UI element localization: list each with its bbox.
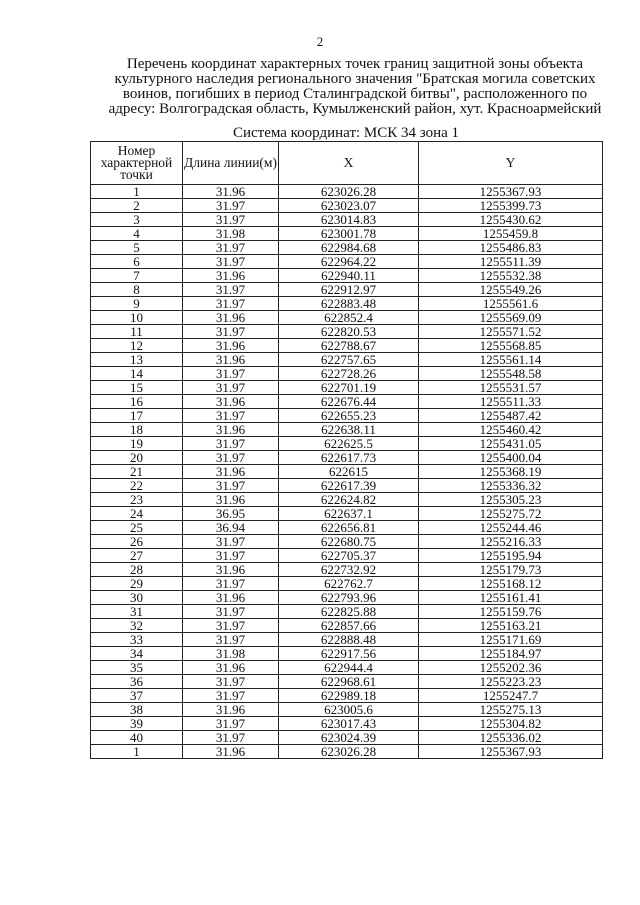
cell-line-length: 31.97: [183, 283, 279, 297]
table-row: [91, 227, 603, 241]
cell-point-number: 6: [91, 255, 183, 269]
cell-line-length: 31.97: [183, 689, 279, 703]
cell-x: 622940.11: [279, 269, 419, 283]
cell-line-length: 31.96: [183, 591, 279, 605]
cell-point-number: 4: [91, 227, 183, 241]
cell-y: 1255202.36: [419, 661, 603, 675]
cell-line-length: 31.96: [183, 661, 279, 675]
cell-x: 622944.4: [279, 661, 419, 675]
cell-point-number: 1: [91, 185, 183, 199]
cell-point-number: 15: [91, 381, 183, 395]
cell-line-length: 31.97: [183, 199, 279, 213]
cell-y: 1255561.6: [419, 297, 603, 311]
cell-x: 622964.22: [279, 255, 419, 269]
cell-y: 1255184.97: [419, 647, 603, 661]
table-row: [91, 619, 603, 633]
cell-x: 622617.39: [279, 479, 419, 493]
cell-x: 623014.83: [279, 213, 419, 227]
cell-x: 622888.48: [279, 633, 419, 647]
cell-point-number: 20: [91, 451, 183, 465]
cell-point-number: 33: [91, 633, 183, 647]
cell-x: 623023.07: [279, 199, 419, 213]
table-row: [91, 325, 603, 339]
cell-line-length: 31.97: [183, 577, 279, 591]
cell-line-length: 31.97: [183, 535, 279, 549]
cell-point-number: 34: [91, 647, 183, 661]
cell-point-number: 1: [91, 745, 183, 759]
table-row: [91, 717, 603, 731]
table-row: [91, 535, 603, 549]
header-x: X: [279, 142, 419, 185]
table-row: [91, 381, 603, 395]
table-row: [91, 297, 603, 311]
title-line: Перечень координат характерных точек границ защитной зоны объекта: [126, 56, 584, 72]
cell-line-length: 31.97: [183, 437, 279, 451]
cell-line-length: 31.96: [183, 311, 279, 325]
cell-y: 1255561.14: [419, 353, 603, 367]
cell-x: 622615: [279, 465, 419, 479]
cell-line-length: 31.97: [183, 605, 279, 619]
cell-line-length: 31.97: [183, 381, 279, 395]
cell-point-number: 35: [91, 661, 183, 675]
cell-x: 622757.65: [279, 353, 419, 367]
cell-line-length: 31.96: [183, 269, 279, 283]
table-row: [91, 311, 603, 325]
table-row: [91, 633, 603, 647]
cell-line-length: 31.96: [183, 423, 279, 437]
cell-line-length: 31.96: [183, 185, 279, 199]
cell-line-length: 31.96: [183, 395, 279, 409]
cell-y: 1255275.13: [419, 703, 603, 717]
table-row: [91, 507, 603, 521]
cell-x: 622638.11: [279, 423, 419, 437]
cell-point-number: 39: [91, 717, 183, 731]
cell-x: 622701.19: [279, 381, 419, 395]
table-row: [91, 409, 603, 423]
page-number: 2: [316, 34, 324, 49]
cell-line-length: 31.97: [183, 731, 279, 745]
cell-y: 1255275.72: [419, 507, 603, 521]
cell-y: 1255568.85: [419, 339, 603, 353]
table-row: [91, 577, 603, 591]
cell-y: 1255548.58: [419, 367, 603, 381]
table-body: [91, 185, 603, 759]
cell-point-number: 22: [91, 479, 183, 493]
cell-line-length: 31.97: [183, 255, 279, 269]
cell-point-number: 13: [91, 353, 183, 367]
cell-point-number: 8: [91, 283, 183, 297]
table-row: [91, 185, 603, 199]
cell-y: 1255569.09: [419, 311, 603, 325]
header-y: Y: [419, 142, 603, 185]
table-row: [91, 437, 603, 451]
cell-point-number: 25: [91, 521, 183, 535]
cell-point-number: 18: [91, 423, 183, 437]
cell-point-number: 9: [91, 297, 183, 311]
cell-x: 622732.92: [279, 563, 419, 577]
cell-x: 622676.44: [279, 395, 419, 409]
cell-point-number: 14: [91, 367, 183, 381]
cell-line-length: 31.96: [183, 465, 279, 479]
cell-y: 1255367.93: [419, 745, 603, 759]
table-row: [91, 661, 603, 675]
cell-x: 622656.81: [279, 521, 419, 535]
cell-x: 622728.26: [279, 367, 419, 381]
cell-x: 622624.82: [279, 493, 419, 507]
table-row: [91, 689, 603, 703]
document-title: [95, 57, 615, 117]
cell-y: 1255179.73: [419, 563, 603, 577]
cell-x: 622617.73: [279, 451, 419, 465]
cell-y: 1255336.32: [419, 479, 603, 493]
cell-y: 1255305.23: [419, 493, 603, 507]
table-row: [91, 339, 603, 353]
header-point-number: Номер характерной точки: [91, 142, 183, 185]
table-row: [91, 675, 603, 689]
cell-x: 622793.96: [279, 591, 419, 605]
cell-y: 1255399.73: [419, 199, 603, 213]
cell-point-number: 3: [91, 213, 183, 227]
cell-y: 1255549.26: [419, 283, 603, 297]
cell-point-number: 23: [91, 493, 183, 507]
cell-point-number: 19: [91, 437, 183, 451]
cell-line-length: 31.96: [183, 563, 279, 577]
cell-x: 622912.97: [279, 283, 419, 297]
cell-x: 622984.68: [279, 241, 419, 255]
cell-line-length: 36.94: [183, 521, 279, 535]
table-row: [91, 241, 603, 255]
cell-x: 622762.7: [279, 577, 419, 591]
cell-y: 1255459.8: [419, 227, 603, 241]
cell-line-length: 31.97: [183, 633, 279, 647]
cell-point-number: 10: [91, 311, 183, 325]
cell-x: 622788.67: [279, 339, 419, 353]
cell-point-number: 30: [91, 591, 183, 605]
title-line: воинов, погибших в период Сталинградской битвы", расположенного по: [122, 86, 588, 102]
cell-y: 1255430.62: [419, 213, 603, 227]
header-line-length: Длина линии(м): [183, 142, 279, 185]
cell-x: 622680.75: [279, 535, 419, 549]
cell-point-number: 7: [91, 269, 183, 283]
table-header-row: [91, 142, 603, 185]
cell-y: 1255511.33: [419, 395, 603, 409]
cell-x: 622883.48: [279, 297, 419, 311]
title-line: культурного наследия регионального значения "Братская могила советских: [114, 71, 596, 87]
cell-y: 1255431.05: [419, 437, 603, 451]
table-row: [91, 465, 603, 479]
cell-point-number: 26: [91, 535, 183, 549]
cell-y: 1255304.82: [419, 717, 603, 731]
cell-x: 623005.6: [279, 703, 419, 717]
cell-x: 623026.28: [279, 185, 419, 199]
cell-y: 1255168.12: [419, 577, 603, 591]
cell-line-length: 31.96: [183, 745, 279, 759]
cell-x: 623001.78: [279, 227, 419, 241]
cell-y: 1255460.42: [419, 423, 603, 437]
cell-line-length: 36.95: [183, 507, 279, 521]
cell-y: 1255171.69: [419, 633, 603, 647]
cell-x: 623017.43: [279, 717, 419, 731]
table-row: [91, 269, 603, 283]
table-row: [91, 605, 603, 619]
cell-y: 1255161.41: [419, 591, 603, 605]
table-row: [91, 367, 603, 381]
cell-y: 1255571.52: [419, 325, 603, 339]
cell-line-length: 31.97: [183, 619, 279, 633]
cell-line-length: 31.96: [183, 339, 279, 353]
table-row: [91, 521, 603, 535]
cell-y: 1255163.21: [419, 619, 603, 633]
cell-y: 1255368.19: [419, 465, 603, 479]
cell-y: 1255367.93: [419, 185, 603, 199]
table-row: [91, 745, 603, 759]
cell-point-number: 28: [91, 563, 183, 577]
table-row: [91, 451, 603, 465]
cell-point-number: 37: [91, 689, 183, 703]
cell-y: 1255216.33: [419, 535, 603, 549]
cell-line-length: 31.97: [183, 367, 279, 381]
cell-x: 622825.88: [279, 605, 419, 619]
cell-x: 622655.23: [279, 409, 419, 423]
table-row: [91, 549, 603, 563]
cell-x: 622625.5: [279, 437, 419, 451]
coordinates-table: [90, 141, 603, 759]
cell-line-length: 31.97: [183, 241, 279, 255]
cell-y: 1255486.83: [419, 241, 603, 255]
table-row: [91, 255, 603, 269]
cell-y: 1255159.76: [419, 605, 603, 619]
cell-point-number: 36: [91, 675, 183, 689]
cell-line-length: 31.97: [183, 213, 279, 227]
cell-point-number: 16: [91, 395, 183, 409]
cell-line-length: 31.96: [183, 493, 279, 507]
cell-y: 1255336.02: [419, 731, 603, 745]
title-line: адресу: Волгоградская область, Кумылженский район, хут. Красноармейский: [108, 101, 602, 117]
cell-point-number: 5: [91, 241, 183, 255]
cell-point-number: 29: [91, 577, 183, 591]
cell-y: 1255400.04: [419, 451, 603, 465]
cell-line-length: 31.97: [183, 409, 279, 423]
table-row: [91, 199, 603, 213]
table-row: [91, 395, 603, 409]
cell-y: 1255511.39: [419, 255, 603, 269]
cell-point-number: 32: [91, 619, 183, 633]
table-row: [91, 591, 603, 605]
table-row: [91, 213, 603, 227]
table-row: [91, 423, 603, 437]
table-row: [91, 647, 603, 661]
cell-line-length: 31.96: [183, 353, 279, 367]
cell-line-length: 31.97: [183, 479, 279, 493]
cell-x: 622820.53: [279, 325, 419, 339]
cell-point-number: 21: [91, 465, 183, 479]
table-row: [91, 563, 603, 577]
cell-line-length: 31.97: [183, 325, 279, 339]
cell-point-number: 27: [91, 549, 183, 563]
table-row: [91, 283, 603, 297]
cell-point-number: 24: [91, 507, 183, 521]
table-row: [91, 493, 603, 507]
cell-y: 1255532.38: [419, 269, 603, 283]
table-row: [91, 353, 603, 367]
cell-point-number: 2: [91, 199, 183, 213]
cell-line-length: 31.98: [183, 647, 279, 661]
cell-line-length: 31.98: [183, 227, 279, 241]
cell-line-length: 31.97: [183, 717, 279, 731]
cell-line-length: 31.97: [183, 675, 279, 689]
cell-x: 622968.61: [279, 675, 419, 689]
table-row: [91, 731, 603, 745]
cell-y: 1255247.7: [419, 689, 603, 703]
cell-x: 622857.66: [279, 619, 419, 633]
cell-point-number: 31: [91, 605, 183, 619]
cell-x: 622917.56: [279, 647, 419, 661]
cell-point-number: 12: [91, 339, 183, 353]
cell-line-length: 31.96: [183, 703, 279, 717]
cell-point-number: 38: [91, 703, 183, 717]
cell-line-length: 31.97: [183, 451, 279, 465]
cell-x: 623026.28: [279, 745, 419, 759]
coordinate-system-label: Система координат: МСК 34 зона 1: [232, 125, 460, 141]
cell-y: 1255531.57: [419, 381, 603, 395]
table-row: [91, 703, 603, 717]
cell-point-number: 11: [91, 325, 183, 339]
cell-x: 622852.4: [279, 311, 419, 325]
table-row: [91, 479, 603, 493]
cell-y: 1255244.46: [419, 521, 603, 535]
cell-y: 1255195.94: [419, 549, 603, 563]
cell-point-number: 40: [91, 731, 183, 745]
cell-x: 622705.37: [279, 549, 419, 563]
cell-x: 622989.18: [279, 689, 419, 703]
cell-x: 622637.1: [279, 507, 419, 521]
cell-point-number: 17: [91, 409, 183, 423]
cell-line-length: 31.97: [183, 549, 279, 563]
cell-line-length: 31.97: [183, 297, 279, 311]
cell-x: 623024.39: [279, 731, 419, 745]
cell-y: 1255223.23: [419, 675, 603, 689]
cell-y: 1255487.42: [419, 409, 603, 423]
